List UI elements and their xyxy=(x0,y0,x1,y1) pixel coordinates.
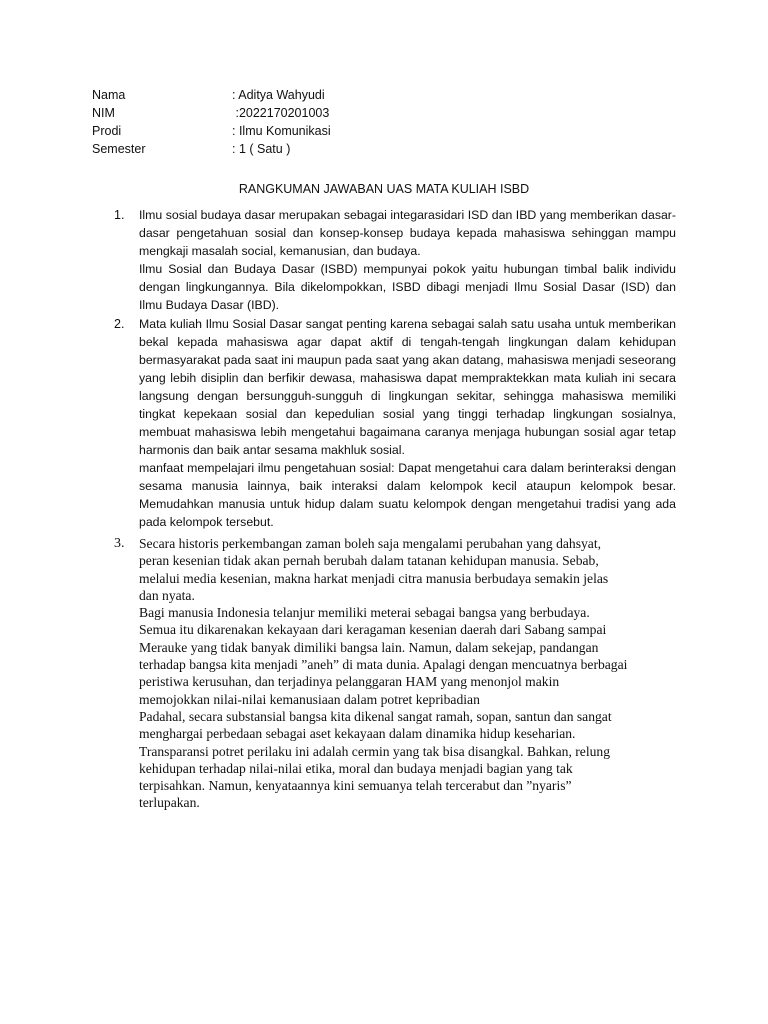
answer-number: 2. xyxy=(114,317,125,331)
identity-label: Nama xyxy=(92,88,126,102)
identity-value: : 1 ( Satu ) xyxy=(232,142,291,156)
answer-number: 3. xyxy=(114,536,125,551)
identity-value: :2022170201003 xyxy=(232,106,330,120)
answer-number: 1. xyxy=(114,208,125,222)
document-title: RANGKUMAN JAWABAN UAS MATA KULIAH ISBD xyxy=(238,182,530,196)
identity-row-nim xyxy=(92,104,331,122)
identity-label: Prodi xyxy=(92,124,122,138)
answer-item xyxy=(92,315,676,531)
identity-row-semester xyxy=(92,140,331,158)
identity-row-name xyxy=(92,86,331,104)
identity-value: : Ilmu Komunikasi xyxy=(232,124,331,138)
answer-list xyxy=(92,206,676,812)
identity-row-prodi xyxy=(92,122,331,140)
answer-item xyxy=(92,535,676,812)
answer-paragraph: Secara historis perkembangan zaman boleh saja mengalami perubahan yang dahsyat, peran kesenian tidak akan pernah berubah dalam tatanan kehidupan manusia. Sebab, melalui media kesenian, makna harkat menjadi citra manusia berbudaya semakin jelas dan nyata. xyxy=(139,536,609,603)
answer-paragraph: Mata kuliah Ilmu Sosial Dasar sangat penting karena sebagai salah satu usaha untuk memberikan bekal kepada mahasiswa agar dapat aktif di tengah-tengah lingkungan dalam kehidupan bermasyarakat pada saat ini maupun pada saat yang akan datang, mahasiswa menjadi seseorang yang lebih disiplin dan berfikir dewasa, mahasiswa dapat mempraktekkan mata kuliah ini secara langsung dengan bersungguh-sungguh di lingkungan sekitar, sehingga mahasiswa memiliki tingkat kepekaan sosial dan kepedulian sosial yang tinggi terhadap lingkungan sosialnya, membuat mahasiswa lebih mengetahui bagaimana caranya menjaga hubungan sosial agar tetap harmonis dan baik antar sesama makhluk sosial. xyxy=(139,317,676,457)
answer-paragraph: Bagi manusia Indonesia telanjur memiliki meterai sebagai bangsa yang berbudaya. Semua itu dikarenakan kekayaan dari keragaman kesenian daerah dari Sabang sampai Merauke yang tidak banyak dimiliki bangsa lain. Namun, dalam sekejap, pandangan terhadap bangsa kita menjadi ”aneh” di mata dunia. Apalagi dengan mencuatnya berbagai peristiwa kerusuhan, dan terjadinya pelanggaran HAM yang menonjol makin memojokkan nilai-nilai kemanusiaan dalam potret kepribadian xyxy=(139,605,628,707)
answer-paragraph: manfaat mempelajari ilmu pengetahuan sosial: Dapat mengetahui cara dalam berinteraksi dengan sesama manusia lainnya, baik interaksi dalam kelompok kecil ataupun kelompok besar. Memudahkan manusia untuk hidup dalam suatu kelompok dengan mengetahui tradisi yang ada pada kelompok tersebut. xyxy=(139,461,676,529)
identity-label: Semester xyxy=(92,142,146,156)
answer-item xyxy=(92,206,676,314)
identity-label: NIM xyxy=(92,106,115,120)
answer-paragraph: Ilmu sosial budaya dasar merupakan sebagai integarasidari ISD dan IBD yang memberikan dasar-dasar pengetahuan sosial dan konsep-konsep budaya kepada mahasiswa sehinggan mampu mengkaji masalah social, kemanusian, dan budaya. xyxy=(139,208,676,258)
answer-paragraph: Ilmu Sosial dan Budaya Dasar (ISBD) mempunyai pokok yaitu hubungan timbal balik individu dengan lingkungannya. Bila dikelompokkan, ISBD dibagi menjadi Ilmu Sosial Dasar (ISD) dan Ilmu Budaya Dasar (IBD). xyxy=(139,262,676,312)
answer-paragraph: Padahal, secara substansial bangsa kita dikenal sangat ramah, sopan, santun dan sangat menghargai perbedaan sebagai aset kekayaan dalam dinamika hidup keseharian. Transparansi potret perilaku ini adalah cermin yang tak bisa disangkal. Bahkan, relung kehidupan terhadap nilai-nilai etika, moral dan budaya menjadi bagian yang tak terpisahkan. Namun, kenyataannya kini semuanya telah tercerabut dan ”nyaris” terlupakan. xyxy=(139,708,612,811)
student-identity xyxy=(92,86,331,158)
identity-value: : Aditya Wahyudi xyxy=(232,88,325,102)
